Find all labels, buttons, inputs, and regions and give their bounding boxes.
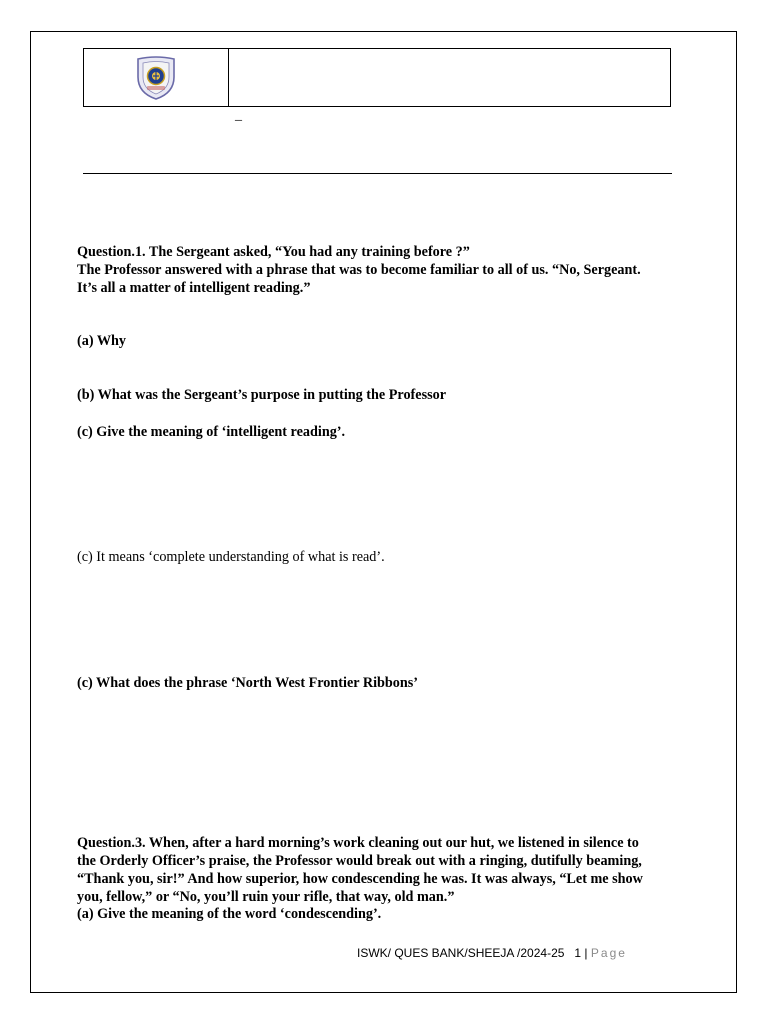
header-title-cell (229, 49, 670, 106)
q1-line-3: It’s all a matter of intelligent reading.” (77, 280, 311, 296)
page-footer (357, 946, 627, 960)
header-rule (83, 173, 672, 174)
school-crest-icon (135, 55, 177, 101)
q3-line-3: “Thank you, sir!” And how superior, how condescending he was. It was always, “Let me show (77, 871, 643, 887)
q3-part-a: (a) Give the meaning of the word ‘condescending’. (77, 906, 382, 922)
q2-part-c: (c) What does the phrase ‘North West Frontier Ribbons’ (77, 675, 419, 691)
q1-part-b: (b) What was the Sergeant’s purpose in putting the Professor (77, 387, 447, 403)
q3-line-4: you, fellow,” or “No, you’ll ruin your rifle, that way, old man.” (77, 889, 455, 905)
q1-part-c: (c) Give the meaning of ‘intelligent reading’. (77, 424, 346, 440)
header-table (83, 48, 671, 107)
footer-page-word: Page (590, 946, 627, 960)
q1-answer-c: (c) It means ‘complete understanding of what is read’. (77, 549, 385, 565)
q1-part-a: (a) Why (77, 333, 127, 349)
q1-line-2: The Professor answered with a phrase that was to become familiar to all of us. “No, Sergeant. (77, 262, 641, 278)
q1-line-1: Question.1. The Sergeant asked, “You had any training before ?” (77, 244, 470, 260)
q3-line-1: Question.3. When, after a hard morning’s work cleaning out our hut, we listened in silence to (77, 835, 639, 851)
header-dash: _ (235, 108, 242, 123)
logo-cell (84, 49, 229, 106)
q3-line-2: the Orderly Officer’s praise, the Professor would break out with a ringing, dutifully beaming, (77, 853, 642, 869)
footer-text: ISWK/ QUES BANK/SHEEJA /2024-25 1 | (357, 946, 591, 960)
